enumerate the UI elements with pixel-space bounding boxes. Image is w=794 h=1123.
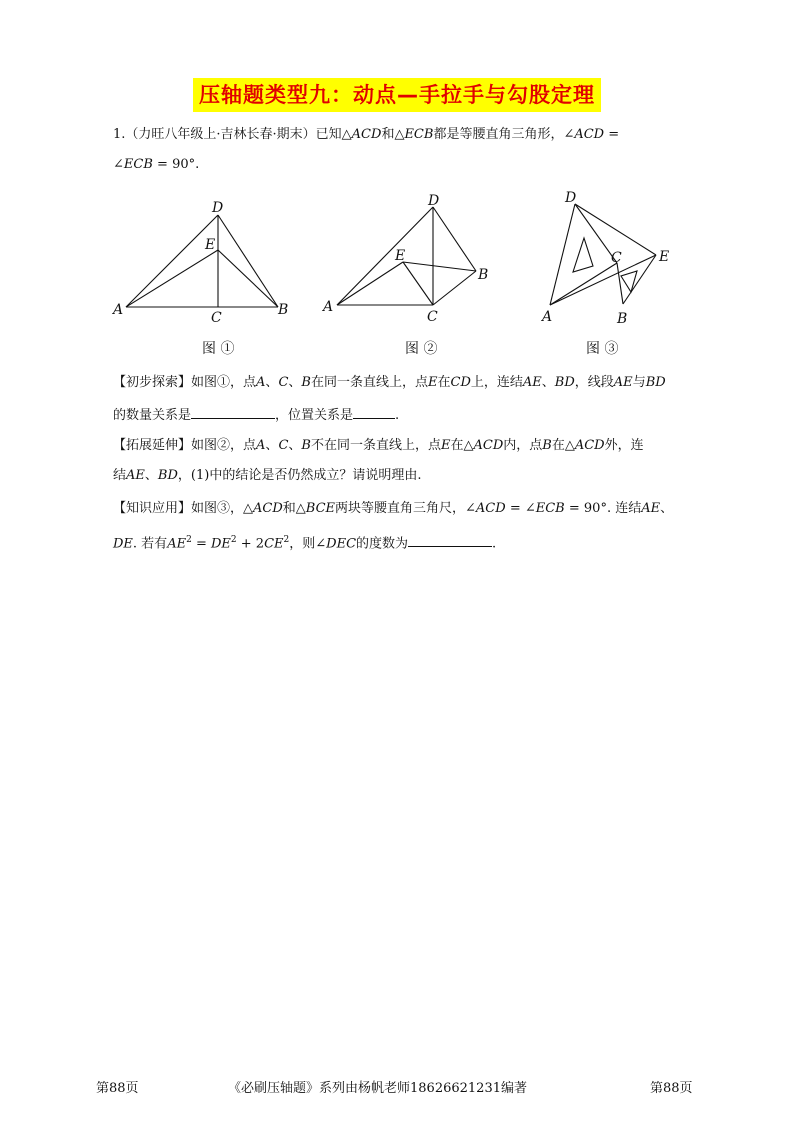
superscript: 2 [283,535,290,545]
part2-text: ，(1)中的结论是否仍然成立？请说明理由. [177,468,422,483]
math-term: ACD [574,127,605,142]
part1-tag: 【初步探索】 [113,375,192,390]
math-term: AE [522,375,542,390]
part1-text: 的数量关系是 [113,408,192,423]
footer-page-left: 第88页 [96,1081,139,1096]
math-term: ACD [253,501,283,516]
math-term: E [440,438,451,453]
part2-text: 不在同一条直线上，点 [310,438,441,453]
problem-text: 已知△ [315,127,352,142]
label-C: C [611,250,622,266]
problem-text: ∠ [113,157,124,172]
part1-text: 如图①，点 [191,375,257,390]
part3-text: = [191,536,211,552]
math-term: A [256,375,266,390]
superscript: 2 [186,535,192,545]
label-D: D [212,200,224,216]
part1-line-2 [113,405,399,425]
math-term: AE [167,536,187,552]
problem-text: = [604,127,620,142]
math-term: B [301,375,311,390]
math-term: DE [210,536,231,552]
part3-text: 如图③，△ [191,501,254,516]
figure-2 [320,190,500,330]
math-term: C [278,375,289,390]
part1-text: 上，连结 [470,375,523,390]
part1-text: 在同一条直线上，点 [310,375,428,390]
problem-text: = 90°. [152,157,200,172]
problem-line-2 [113,156,199,174]
footer-center: 《必刷压轴题》系列由杨帆老师18626621231编著 [228,1081,527,1096]
inner-triangle-ACD [573,238,593,272]
part3-text: 和△ [282,501,306,516]
segment-DB [433,207,476,271]
math-term: ECB [123,157,153,172]
math-term: ECB [535,501,565,516]
segment-AE [550,255,656,305]
math-term: ACD [475,501,506,516]
part3-text: . [492,536,497,552]
segment-EC [403,262,433,305]
answer-blank-quantity[interactable] [191,405,275,419]
part1-line-1 [113,374,666,392]
part3-text: + 2 [236,536,265,552]
figure-3 [535,185,685,330]
math-term: ECB [404,127,434,142]
figure-3-caption: 图 ③ [586,341,619,357]
part1-text: 与 [632,375,646,390]
math-term: B [542,438,552,453]
math-term: A [256,438,266,453]
problem-source: （力旺八年级上·吉林长春·期末） [125,127,316,142]
segment-AD [337,207,433,305]
segment-EB [218,250,278,307]
math-term: CD [450,375,471,390]
math-term: AE [126,468,145,483]
figure-1 [100,190,300,330]
math-term: C [278,438,289,453]
label-B: B [617,311,628,327]
math-term: ACD [473,438,504,453]
part3-text: 两块等腰直角三角尺，∠ [335,501,476,516]
problem-line-1 [113,126,619,144]
inner-triangle-BCE [621,271,637,292]
math-term: ACD [351,127,382,142]
segment-EB [403,262,476,271]
math-term: BCE [305,501,336,516]
part1-text: ，位置关系是 [275,408,354,423]
part2-line-2 [113,467,421,485]
answer-blank-angle[interactable] [408,533,492,547]
part2-text: 、 [144,468,158,483]
figure-1-caption: 图 ① [202,341,235,357]
figure-2-caption: 图 ② [405,341,438,357]
part1-text: ，线段 [574,375,614,390]
math-term: DEC [326,536,357,552]
part2-text: 外，连 [604,438,644,453]
problem-text: 和△ [381,127,405,142]
math-term: DE [113,536,133,552]
label-B: B [478,267,489,283]
label-D: D [565,190,577,206]
part3-text: . 若有 [132,536,168,552]
math-term: AE [613,375,633,390]
part2-text: 在△ [551,438,575,453]
label-C: C [211,310,222,326]
part2-text: 在△ [450,438,474,453]
part2-text: 如图②，点 [191,438,257,453]
part1-text: 、 [265,375,279,390]
label-E: E [659,249,670,265]
segment-AD [550,204,575,305]
part2-text: 、 [288,438,302,453]
part2-text: 、 [265,438,279,453]
math-term: E [427,375,438,390]
math-term: B [301,438,311,453]
math-term: BD [554,375,575,390]
part3-text: = 90°. 连结 [564,501,642,516]
footer-page-right: 第88页 [650,1081,693,1096]
math-term: BD [157,468,178,483]
segment-DB [218,215,278,307]
part1-text: . [395,408,400,423]
label-B: B [278,302,289,318]
segment-AD [126,215,218,307]
part1-text: 、 [541,375,555,390]
label-A: A [113,302,124,318]
segment-AE [337,262,403,305]
math-term: AE [641,501,661,516]
label-A: A [323,299,334,315]
part3-text: 、 [660,501,674,516]
segment-CB [617,263,623,304]
part3-tag: 【知识应用】 [113,501,192,516]
answer-blank-position[interactable] [353,405,395,419]
segment-CB [433,271,476,305]
label-E: E [395,248,406,264]
part3-text: ，则∠ [289,536,327,552]
segment-AE [126,250,218,307]
label-D: D [428,193,440,209]
part1-text: 在 [437,375,451,390]
part3-line-2 [113,531,496,553]
math-term: CE [264,536,284,552]
part2-text: 结 [113,468,127,483]
page-title: 压轴题类型九：动点—手拉手与勾股定理 [193,78,601,112]
math-term: BD [645,375,666,390]
label-C: C [427,309,438,325]
label-E: E [205,237,216,253]
part2-tag: 【拓展延伸】 [113,438,192,453]
label-A: A [542,309,553,325]
part3-text: = ∠ [505,501,536,516]
superscript: 2 [230,535,237,545]
part1-text: 、 [288,375,302,390]
part3-line-1 [113,500,673,518]
problem-number: 1. [113,127,126,142]
problem-text: 都是等腰直角三角形，∠ [433,127,575,142]
part2-text: 内，点 [503,438,543,453]
math-term: ACD [574,438,605,453]
part2-line-1 [113,437,644,455]
title-bar [0,78,794,112]
part3-text: 的度数为 [356,536,409,552]
